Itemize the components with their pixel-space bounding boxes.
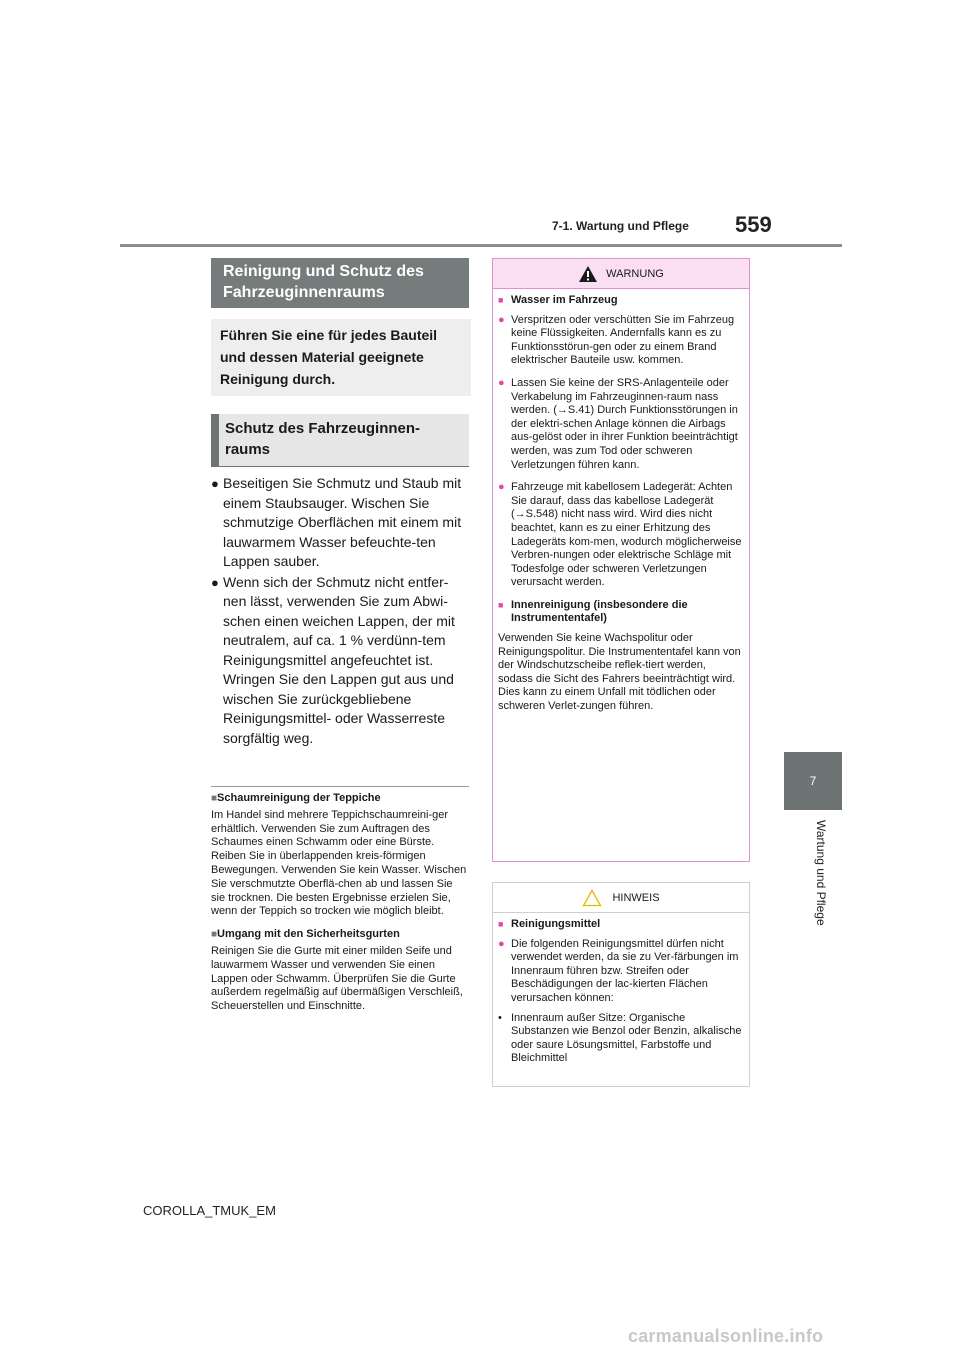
square-bullet-icon: ■ <box>498 599 504 610</box>
pink-dot-icon: ● <box>498 376 505 389</box>
footer-model: COROLLA_TMUK_EM <box>143 1203 276 1218</box>
section-title-line: Reinigung und Schutz des <box>223 263 424 280</box>
warning-heading: WARNUNG <box>606 267 664 280</box>
square-bullet-icon: ■ <box>498 295 504 305</box>
page-number: 559 <box>735 212 772 237</box>
notice-item: ● Die folgenden Reinigungsmittel dürfen nicht verwendet werden, da sie zu Ver-färbungen im Innenraum führen bzw. Streifen oder Beschädigungen der lac-kierten Flächen verursachen können: <box>498 937 739 1004</box>
note-text: Im Handel sind mehrere Teppichschaumreini-ger erhältlich. Verwenden Sie zum Auftragen des Schaumes einen Schwamm oder eine Bürste. Reiben Sie in überlappenden kreis-förmigen Bewegungen. Verwenden Sie kein Wasser. Wischen Sie verschmutzte Oberflä-chen ab und lassen Sie sie trocknen. Die besten Ergebnisse erzielen Sie, wenn der Teppich so trocken wie möglich bleibt. <box>211 808 467 918</box>
notice-box <box>492 882 750 1087</box>
square-bullet-icon: ■ <box>211 929 218 941</box>
bullet-mark: • <box>498 1011 502 1024</box>
bullet-mark: ● <box>211 574 219 590</box>
intro-box <box>211 319 471 396</box>
note-title: ■Schaumreinigung der Teppiche <box>211 792 381 804</box>
note-text: Reinigen Sie die Gurte mit einer milden Seife und lauwarmem Wasser und verwenden Sie einen Lappen oder Schwamm. Überprüfen Sie die Gurte außerdem regelmäßig auf übermäßigen Verschleiß, Scheuerstellen und Einschnitte. <box>211 944 463 1013</box>
list-item <box>211 573 469 749</box>
list-item <box>211 474 469 572</box>
square-bullet-icon: ■ <box>211 793 218 804</box>
bullet-extra: Wringen Sie den Lappen gut aus und wischen Sie zurückgebliebene Reinigungsmittel- oder Wasserreste sorgfältig weg. <box>223 671 454 746</box>
notice-header <box>493 883 749 913</box>
warning-item: ● Lassen Sie keine der SRS-Anlagenteile oder Verkabelung im Fahrzeuginnen-raum nass werden. (→S.41) Durch Funktionsstörungen in der elektri-schen Anlage können die Airbags aus-gelöst oder in ihrer Funktion beeinträchtigt werden, was zum Tod oder schweren Verletzungen führen kann. <box>498 376 738 471</box>
notice-section-title: ■ Reinigungsmittel <box>498 918 601 930</box>
notes-rule <box>211 786 469 787</box>
intro-line: und dessen Material geeignete <box>220 349 424 365</box>
section-reference: 7-1. Wartung und Pflege <box>552 219 689 233</box>
warning-triangle-icon <box>578 265 598 283</box>
notes <box>211 792 469 1023</box>
bullet-text: Wenn sich der Schmutz nicht entfer-nen lässt, verwenden Sie zum Abwi-schen einen weichen Lappen, der mit neutralem, auf ca. 1 % verdünn-tem Reinigungsmittel angefeuchtet ist. <box>223 573 455 668</box>
chapter-label: Wartung und Pflege <box>814 820 828 926</box>
notice-subitem: • Innenraum außer Sitze: Organische Substanzen wie Benzol oder Benzin, alkalische oder saure Lösungsmittel, Farbstoffe und Bleichmittel <box>498 1011 742 1065</box>
subsection-title <box>211 414 469 466</box>
warning-section-title: ■ Innenreinigung (insbesondere die Instrumententafel) <box>498 598 688 625</box>
notice-heading: HINWEIS <box>612 891 660 904</box>
section-title-line: Fahrzeuginnenraums <box>223 284 385 301</box>
warning-item: ● Verspritzen oder verschütten Sie im Fahrzeug keine Flüssigkeiten. Andernfalls kann es zu Funktionsstörun-gen oder zu einem Brand elektrischer Bauteile usw. kommen. <box>498 313 735 367</box>
warning-box <box>492 258 750 862</box>
warning-item: ● Fahrzeuge mit kabellosem Ladegerät: Achten Sie darauf, dass das kabellose Ladegerät (→S.548) nicht nass wird. Wird dies nicht beachtet, kann es zu einer Erhitzung des Ladegeräts kom-men, wodurch möglicherweise Verbren-nungen oder elektrische Schläge mit Todesfolge oder schweren Verletzungen verursacht werden. <box>498 481 742 589</box>
section-title <box>211 258 469 308</box>
warning-section-text: Verwenden Sie keine Wachspolitur oder Reinigungspolitur. Die Instrumententafel kann von der Windschutzscheibe reflek-tiert werden, sodass die Sicht des Fahrers beeinträchtigt wird. Dies kann zu einem Unfall mit tödlichen oder schweren Verlet-zungen führen. <box>498 632 741 713</box>
chapter-tab: 7 <box>784 752 842 810</box>
caution-triangle-outline-icon <box>582 889 602 907</box>
square-bullet-icon: ■ <box>498 919 504 929</box>
bullet-mark: ● <box>211 476 219 491</box>
watermark: carmanualsonline.info <box>628 1326 824 1346</box>
warning-header <box>493 259 749 289</box>
pink-dot-icon: ● <box>498 481 505 494</box>
intro-line: Führen Sie eine für jedes Bauteil <box>220 327 438 343</box>
subsection-rule <box>211 466 469 467</box>
subsection-title-line: Schutz des Fahrzeuginnen- <box>225 420 421 437</box>
intro-line: Reinigung durch. <box>220 371 336 387</box>
pink-dot-icon: ● <box>498 313 505 326</box>
warning-section-title: ■ Wasser im Fahrzeug <box>498 294 618 306</box>
header-rule <box>120 244 842 247</box>
bullet-text: Beseitigen Sie Schmutz und Staub mit einem Staubsauger. Wischen Sie schmutzige Oberflächen mit einem mit lauwarmem Wasser befeuchte-ten Lappen sauber. <box>223 475 462 569</box>
note-title: ■Umgang mit den Sicherheitsgurten <box>211 928 400 941</box>
bullet-list <box>211 474 469 749</box>
pink-dot-icon: ● <box>498 937 505 950</box>
subsection-title-line: raums <box>225 441 271 458</box>
